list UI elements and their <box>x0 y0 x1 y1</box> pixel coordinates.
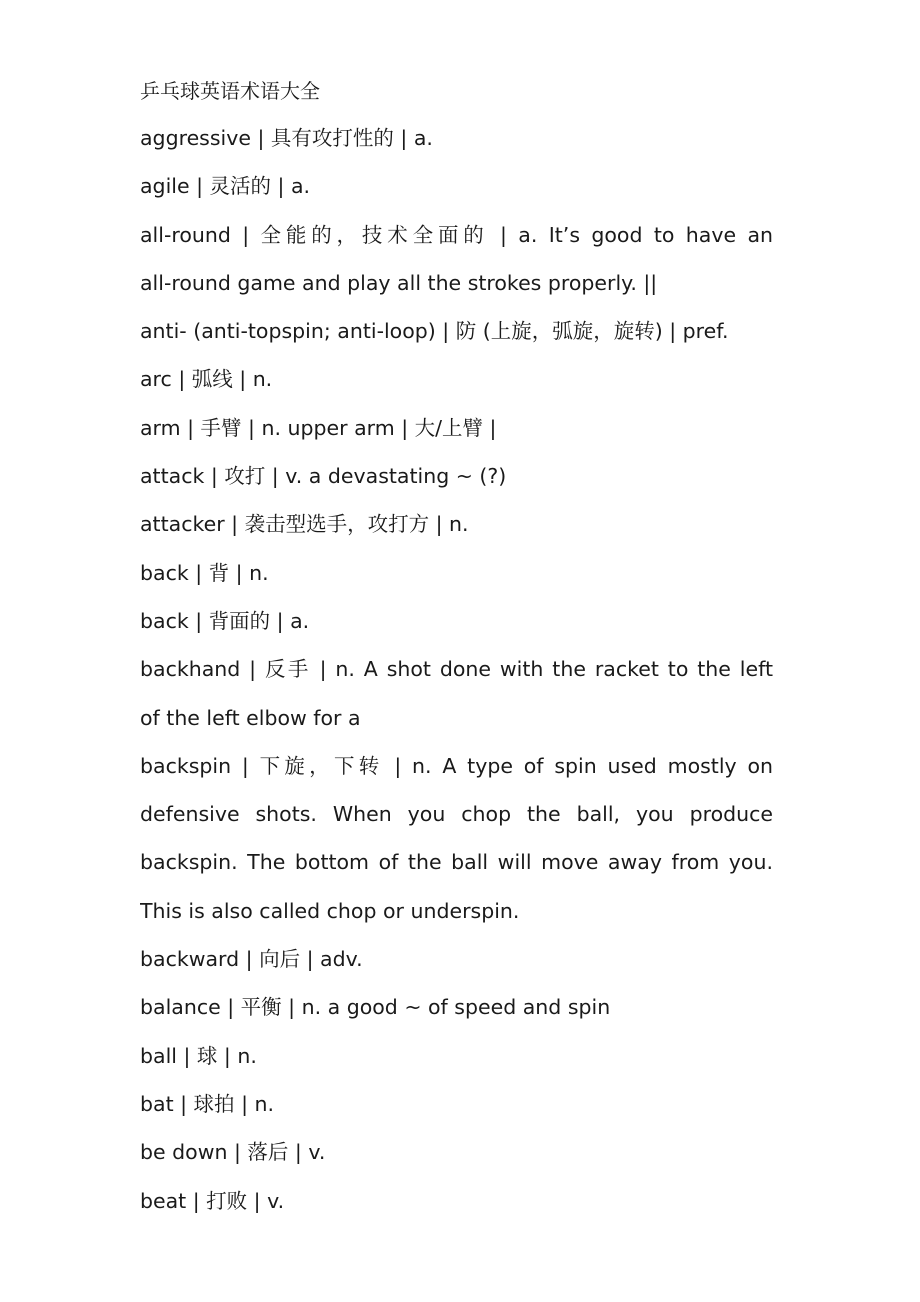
glossary-line: backspin | 下旋，下转 | n. A type of spin used mostly on <box>140 753 773 778</box>
glossary-line: backspin. The bottom of the ball will move away from you. <box>140 850 773 875</box>
glossary-line: attacker | 袭击型选手，攻打方 | n. <box>140 512 469 537</box>
glossary-line: all-round game and play all the strokes properly. || <box>140 270 658 295</box>
glossary-line: aggressive | 具有攻打性的 | a. <box>140 126 433 150</box>
glossary-line: all-round | 全能的，技术全面的 | a. It’s good to have an <box>140 222 773 247</box>
glossary-line: anti- (anti-topspin; anti-loop) | 防 (上旋，弧旋，旋转) | pref. <box>140 319 729 344</box>
glossary-line: arm | 手臂 | n. upper arm | 大/上臂 | <box>140 415 497 440</box>
glossary-line: bat | 球拍 | n. <box>140 1091 275 1116</box>
glossary-line: backhand | 反手 | n. A shot done with the racket to the left <box>140 657 773 682</box>
glossary-line: This is also called chop or underspin. <box>140 898 520 923</box>
glossary-line: backward | 向后 | adv. <box>140 947 363 972</box>
glossary-line: of the left elbow for a <box>140 705 361 730</box>
glossary-line: back | 背 | n. <box>140 560 269 585</box>
glossary-list <box>140 123 773 1234</box>
glossary-line: be down | 落后 | v. <box>140 1140 326 1165</box>
glossary-line: attack | 攻打 | v. a devastating ~ (?) <box>140 464 507 489</box>
glossary-line: defensive shots. When you chop the ball, you produce <box>140 802 773 827</box>
glossary-line: ball | 球 | n. <box>140 1043 257 1068</box>
document-title: 乒乓球英语术语大全 <box>140 79 320 103</box>
glossary-line: beat | 打败 | v. <box>140 1188 285 1213</box>
glossary-line: agile | 灵活的 | a. <box>140 174 311 199</box>
glossary-line: back | 背面的 | a. <box>140 608 310 633</box>
glossary-line: balance | 平衡 | n. a good ~ of speed and spin <box>140 995 611 1020</box>
glossary-line: arc | 弧线 | n. <box>140 367 273 392</box>
